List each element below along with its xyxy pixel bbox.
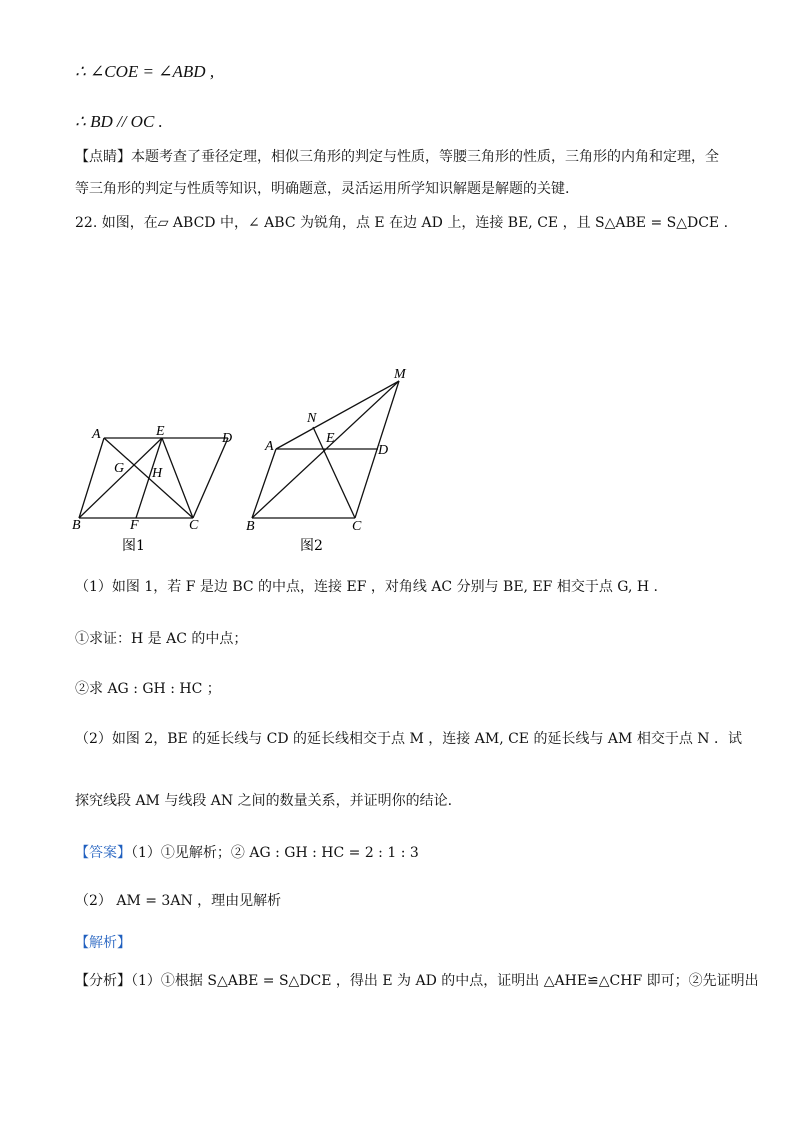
- figure-1-caption: 图1: [122, 538, 145, 554]
- line-2: [75, 112, 163, 132]
- answer-tag: 【答案】: [75, 845, 131, 861]
- answer-line-1: [75, 842, 419, 862]
- point-E: E: [326, 431, 335, 446]
- point-M: M: [394, 367, 406, 382]
- answer-line-2: （2） AM = 3AN ，理由见解析: [75, 893, 282, 909]
- analysis-line: 【分析】（1）①根据 S△ABE = S△DCE ，得出 E 为 AD 的中点，证明出 △AHE≌△CHF 即可；②先证明出: [75, 973, 759, 989]
- point-F: F: [130, 518, 139, 533]
- line-part1-b: ②求 AG : GH : HC ；: [75, 681, 221, 697]
- point-H: H: [152, 466, 163, 481]
- line-4: 等三角形的判定与性质等知识，明确题意，灵活运用所学知识解题是解题的关键.: [75, 181, 570, 197]
- figure-2: [244, 365, 414, 555]
- figure-2-caption: 图2: [300, 538, 323, 554]
- math-line: ∴ ∠COE = ∠ABD ,: [75, 62, 215, 81]
- point-N: N: [307, 411, 317, 426]
- point-C: C: [189, 518, 199, 533]
- question-22: 22. 如图，在▱ ABCD 中，∠ ABC 为锐角，点 E 在边 AD 上，连接 BE, CE ，且 S△ABE = S△DCE .: [75, 215, 729, 231]
- point-B: B: [72, 518, 81, 533]
- point-B: B: [246, 519, 255, 534]
- point-A: A: [265, 439, 274, 454]
- point-E: E: [156, 424, 165, 439]
- line-1: [75, 62, 214, 82]
- line-part1-a: ①求证：H 是 AC 的中点；: [75, 631, 248, 647]
- point-A: A: [92, 427, 101, 442]
- point-C: C: [352, 519, 362, 534]
- point-D: D: [222, 431, 233, 446]
- line-part1: （1）如图 1，若 F 是边 BC 的中点，连接 EF ，对角线 AC 分别与 BE, EF 相交于点 G, H .: [75, 579, 658, 595]
- point-G: G: [114, 461, 125, 476]
- point-D: D: [378, 443, 389, 458]
- figure-1: [72, 420, 262, 560]
- line-part2: （2）如图 2，BE 的延长线与 CD 的延长线相交于点 M ，连接 AM, CE 的延长线与 AM 相交于点 N ．试: [75, 731, 742, 747]
- analysis-heading: 【解析】: [75, 935, 131, 951]
- answer-text-1: （1）①见解析；② AG : GH : HC = 2 : 1 : 3: [131, 845, 419, 861]
- line-part2-b: 探究线段 AM 与线段 AN 之间的数量关系，并证明你的结论.: [75, 793, 453, 809]
- math-line: ∴ BD // OC .: [75, 112, 163, 131]
- line-3: 【点睛】本题考查了垂径定理，相似三角形的判定与性质，等腰三角形的性质，三角形的内角和定理，全: [75, 149, 719, 165]
